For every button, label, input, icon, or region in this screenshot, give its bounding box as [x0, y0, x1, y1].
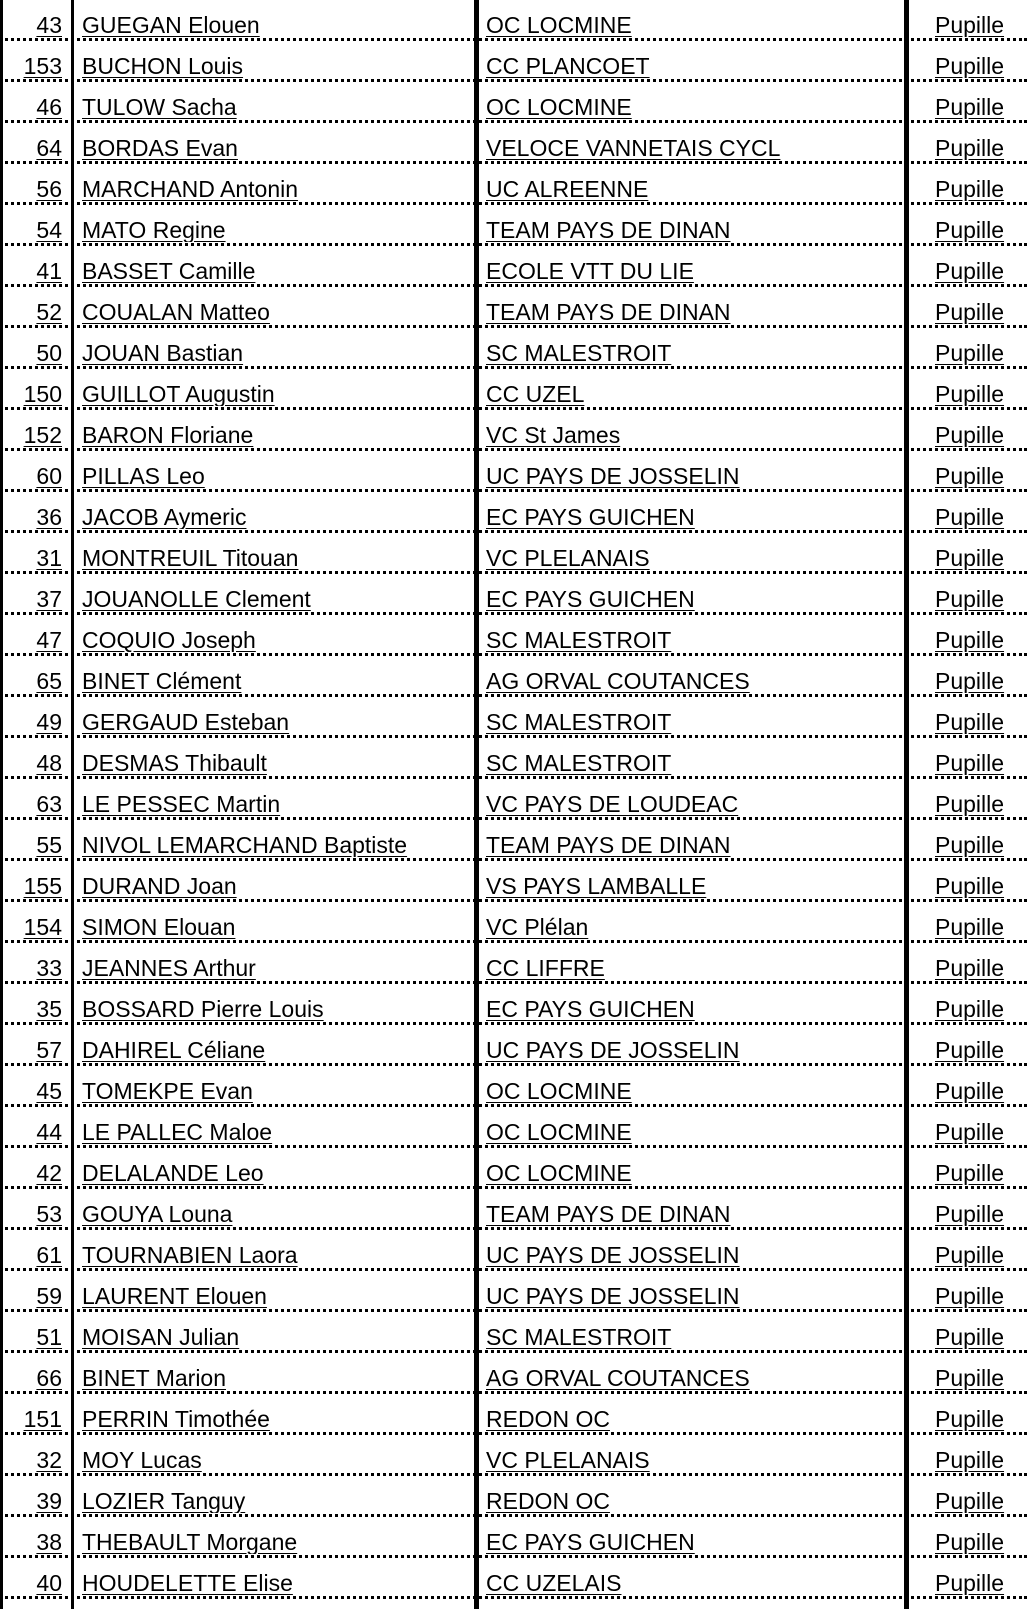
table-row: [0, 574, 1027, 615]
club-name-cell: TEAM PAYS DE DINAN: [486, 833, 731, 857]
rider-name-cell: PILLAS Leo: [82, 464, 205, 488]
table-row: [0, 861, 1027, 902]
category-cell: Pupille: [935, 1571, 1005, 1595]
table-row: [0, 123, 1027, 164]
rider-name-cell: BINET Marion: [82, 1366, 227, 1390]
category-cell: Pupille: [935, 1243, 1005, 1267]
club-name-cell: AG ORVAL COUTANCES: [486, 1366, 750, 1390]
rider-name-cell: MOY Lucas: [82, 1448, 202, 1472]
rider-name-cell: DAHIREL Céliane: [82, 1038, 266, 1062]
category-cell: Pupille: [935, 259, 1005, 283]
category-cell: Pupille: [935, 956, 1005, 980]
table-row: [0, 205, 1027, 246]
bib-number-cell: 41: [36, 259, 62, 283]
rider-name-cell: BORDAS Evan: [82, 136, 238, 160]
table-row: [0, 738, 1027, 779]
club-name-cell: SC MALESTROIT: [486, 751, 672, 775]
category-cell: Pupille: [935, 300, 1005, 324]
bib-number-cell: 45: [36, 1079, 62, 1103]
bib-number-cell: 38: [36, 1530, 62, 1554]
category-cell: Pupille: [935, 54, 1005, 78]
table-row: [0, 779, 1027, 820]
table-row: [0, 82, 1027, 123]
club-name-cell: OC LOCMINE: [486, 1161, 632, 1185]
club-column-divider: [904, 0, 909, 1609]
category-cell: Pupille: [935, 1489, 1005, 1513]
table-row: [0, 1189, 1027, 1230]
table-row: [0, 902, 1027, 943]
table-row: [0, 1271, 1027, 1312]
table-row: [0, 1230, 1027, 1271]
club-name-cell: REDON OC: [486, 1489, 610, 1513]
table-row: [0, 0, 1027, 41]
club-name-cell: UC PAYS DE JOSSELIN: [486, 1284, 740, 1308]
category-cell: Pupille: [935, 874, 1005, 898]
bib-number-cell: 35: [36, 997, 62, 1021]
table-row: [0, 1558, 1027, 1599]
category-cell: Pupille: [935, 1530, 1005, 1554]
table-row: [0, 656, 1027, 697]
table-row: [0, 1312, 1027, 1353]
club-name-cell: VC St James: [486, 423, 621, 447]
bib-number-cell: 49: [36, 710, 62, 734]
bib-number-cell: 66: [36, 1366, 62, 1390]
rider-name-cell: MATO Regine: [82, 218, 226, 242]
category-cell: Pupille: [935, 464, 1005, 488]
rider-name-cell: BASSET Camille: [82, 259, 256, 283]
table-row: [0, 369, 1027, 410]
category-cell: Pupille: [935, 382, 1005, 406]
club-name-cell: EC PAYS GUICHEN: [486, 997, 695, 1021]
rider-name-cell: JOUANOLLE Clement: [82, 587, 311, 611]
bib-number-cell: 154: [23, 915, 62, 939]
rider-name-cell: GUILLOT Augustin: [82, 382, 275, 406]
club-name-cell: TEAM PAYS DE DINAN: [486, 1202, 731, 1226]
rider-name-cell: THEBAULT Morgane: [82, 1530, 298, 1554]
bib-number-cell: 64: [36, 136, 62, 160]
club-name-cell: ECOLE VTT DU LIE: [486, 259, 694, 283]
rider-name-cell: HOUDELETTE Elise: [82, 1571, 293, 1595]
rider-name-cell: GOUYA Louna: [82, 1202, 233, 1226]
bib-number-cell: 51: [36, 1325, 62, 1349]
category-cell: Pupille: [935, 1284, 1005, 1308]
rider-name-cell: MARCHAND Antonin: [82, 177, 299, 201]
category-cell: Pupille: [935, 710, 1005, 734]
rider-name-cell: TOMEKPE Evan: [82, 1079, 253, 1103]
bib-number-cell: 31: [36, 546, 62, 570]
rider-name-cell: JEANNES Arthur: [82, 956, 256, 980]
bib-number-cell: 46: [36, 95, 62, 119]
club-name-cell: VELOCE VANNETAIS CYCL: [486, 136, 781, 160]
club-name-cell: OC LOCMINE: [486, 95, 632, 119]
table-row: [0, 1025, 1027, 1066]
bib-number-cell: 153: [23, 54, 62, 78]
club-name-cell: UC PAYS DE JOSSELIN: [486, 1038, 740, 1062]
bib-number-cell: 65: [36, 669, 62, 693]
category-cell: Pupille: [935, 915, 1005, 939]
club-name-cell: REDON OC: [486, 1407, 610, 1431]
table-row: [0, 41, 1027, 82]
rider-name-cell: COQUIO Joseph: [82, 628, 256, 652]
table-row: [0, 1148, 1027, 1189]
club-name-cell: OC LOCMINE: [486, 1079, 632, 1103]
bib-column-divider: [71, 0, 74, 1609]
rider-name-cell: DELALANDE Leo: [82, 1161, 264, 1185]
category-cell: Pupille: [935, 95, 1005, 119]
club-name-cell: CC UZELAIS: [486, 1571, 622, 1595]
club-name-cell: CC PLANCOET: [486, 54, 650, 78]
bib-number-cell: 44: [36, 1120, 62, 1144]
category-cell: Pupille: [935, 505, 1005, 529]
table-row: [0, 1066, 1027, 1107]
club-name-cell: VC PLELANAIS: [486, 546, 650, 570]
rider-name-cell: SIMON Elouan: [82, 915, 236, 939]
club-name-cell: VS PAYS LAMBALLE: [486, 874, 707, 898]
category-cell: Pupille: [935, 833, 1005, 857]
bib-number-cell: 63: [36, 792, 62, 816]
bib-number-cell: 60: [36, 464, 62, 488]
club-name-cell: CC UZEL: [486, 382, 585, 406]
category-cell: Pupille: [935, 997, 1005, 1021]
club-name-cell: OC LOCMINE: [486, 1120, 632, 1144]
bib-number-cell: 33: [36, 956, 62, 980]
bib-number-cell: 54: [36, 218, 62, 242]
bib-number-cell: 151: [23, 1407, 62, 1431]
bib-number-cell: 39: [36, 1489, 62, 1513]
rider-name-cell: LE PALLEC Maloe: [82, 1120, 273, 1144]
rider-name-cell: LE PESSEC Martin: [82, 792, 281, 816]
rider-name-cell: DESMAS Thibault: [82, 751, 267, 775]
table-row: [0, 246, 1027, 287]
bib-number-cell: 57: [36, 1038, 62, 1062]
rider-name-cell: TOURNABIEN Laora: [82, 1243, 298, 1267]
rider-name-cell: MOISAN Julian: [82, 1325, 240, 1349]
table-row: [0, 697, 1027, 738]
category-cell: Pupille: [935, 13, 1005, 37]
table-row: [0, 287, 1027, 328]
category-cell: Pupille: [935, 1448, 1005, 1472]
table-row: [0, 164, 1027, 205]
category-cell: Pupille: [935, 1161, 1005, 1185]
category-cell: Pupille: [935, 136, 1005, 160]
rider-name-cell: BARON Floriane: [82, 423, 254, 447]
rider-name-cell: LAURENT Elouen: [82, 1284, 267, 1308]
club-name-cell: SC MALESTROIT: [486, 710, 672, 734]
table-row: [0, 533, 1027, 574]
bib-number-cell: 43: [36, 13, 62, 37]
bib-number-cell: 61: [36, 1243, 62, 1267]
table-row: [0, 1353, 1027, 1394]
bib-number-cell: 40: [36, 1571, 62, 1595]
club-name-cell: CC LIFFRE: [486, 956, 605, 980]
category-cell: Pupille: [935, 218, 1005, 242]
rider-name-cell: JOUAN Bastian: [82, 341, 244, 365]
rider-name-cell: BINET Clément: [82, 669, 242, 693]
category-cell: Pupille: [935, 177, 1005, 201]
bib-number-cell: 56: [36, 177, 62, 201]
bib-number-cell: 47: [36, 628, 62, 652]
bib-number-cell: 37: [36, 587, 62, 611]
bib-number-cell: 36: [36, 505, 62, 529]
bib-number-cell: 32: [36, 1448, 62, 1472]
club-name-cell: SC MALESTROIT: [486, 341, 672, 365]
category-cell: Pupille: [935, 423, 1005, 447]
category-cell: Pupille: [935, 628, 1005, 652]
bib-number-cell: 53: [36, 1202, 62, 1226]
club-name-cell: TEAM PAYS DE DINAN: [486, 218, 731, 242]
bib-number-cell: 152: [23, 423, 62, 447]
category-cell: Pupille: [935, 587, 1005, 611]
club-name-cell: OC LOCMINE: [486, 13, 632, 37]
club-name-cell: SC MALESTROIT: [486, 1325, 672, 1349]
category-cell: Pupille: [935, 1120, 1005, 1144]
rider-name-cell: GERGAUD Esteban: [82, 710, 290, 734]
bib-number-cell: 48: [36, 751, 62, 775]
bib-number-cell: 50: [36, 341, 62, 365]
left-border-line: [0, 0, 3, 1609]
category-cell: Pupille: [935, 1407, 1005, 1431]
bib-number-cell: 55: [36, 833, 62, 857]
bib-number-cell: 42: [36, 1161, 62, 1185]
bib-number-cell: 52: [36, 300, 62, 324]
rider-name-cell: NIVOL LEMARCHAND Baptiste: [82, 833, 408, 857]
table-row: [0, 1517, 1027, 1558]
club-name-cell: VC Plélan: [486, 915, 589, 939]
table-row: [0, 492, 1027, 533]
name-column-divider: [474, 0, 479, 1609]
table-row: [0, 1435, 1027, 1476]
rider-name-cell: GUEGAN Elouen: [82, 13, 260, 37]
club-name-cell: UC PAYS DE JOSSELIN: [486, 1243, 740, 1267]
club-name-cell: EC PAYS GUICHEN: [486, 1530, 695, 1554]
category-cell: Pupille: [935, 1202, 1005, 1226]
club-name-cell: EC PAYS GUICHEN: [486, 587, 695, 611]
category-cell: Pupille: [935, 1038, 1005, 1062]
bib-number-cell: 155: [23, 874, 62, 898]
club-name-cell: AG ORVAL COUTANCES: [486, 669, 750, 693]
table-row: [0, 328, 1027, 369]
rider-name-cell: LOZIER Tanguy: [82, 1489, 246, 1513]
club-name-cell: VC PLELANAIS: [486, 1448, 650, 1472]
category-cell: Pupille: [935, 1325, 1005, 1349]
rider-name-cell: BOSSARD Pierre Louis: [82, 997, 324, 1021]
table-row: [0, 1476, 1027, 1517]
table-row: [0, 410, 1027, 451]
table-row: [0, 1107, 1027, 1148]
category-cell: Pupille: [935, 1079, 1005, 1103]
club-name-cell: VC PAYS DE LOUDEAC: [486, 792, 739, 816]
category-cell: Pupille: [935, 751, 1005, 775]
table-row: [0, 984, 1027, 1025]
category-cell: Pupille: [935, 1366, 1005, 1390]
club-name-cell: UC PAYS DE JOSSELIN: [486, 464, 740, 488]
category-cell: Pupille: [935, 546, 1005, 570]
category-cell: Pupille: [935, 669, 1005, 693]
rider-name-cell: COUALAN Matteo: [82, 300, 270, 324]
bib-number-cell: 150: [23, 382, 62, 406]
rider-name-cell: TULOW Sacha: [82, 95, 237, 119]
club-name-cell: SC MALESTROIT: [486, 628, 672, 652]
rider-name-cell: DURAND Joan: [82, 874, 237, 898]
table-row: [0, 615, 1027, 656]
club-name-cell: EC PAYS GUICHEN: [486, 505, 695, 529]
bib-number-cell: 59: [36, 1284, 62, 1308]
table-row: [0, 451, 1027, 492]
category-cell: Pupille: [935, 792, 1005, 816]
rider-name-cell: MONTREUIL Titouan: [82, 546, 299, 570]
club-name-cell: UC ALREENNE: [486, 177, 649, 201]
rider-name-cell: BUCHON Louis: [82, 54, 244, 78]
table-row: [0, 943, 1027, 984]
table-row: [0, 1394, 1027, 1435]
table-row: [0, 820, 1027, 861]
rider-name-cell: PERRIN Timothée: [82, 1407, 270, 1431]
club-name-cell: TEAM PAYS DE DINAN: [486, 300, 731, 324]
rider-name-cell: JACOB Aymeric: [82, 505, 247, 529]
category-cell: Pupille: [935, 341, 1005, 365]
